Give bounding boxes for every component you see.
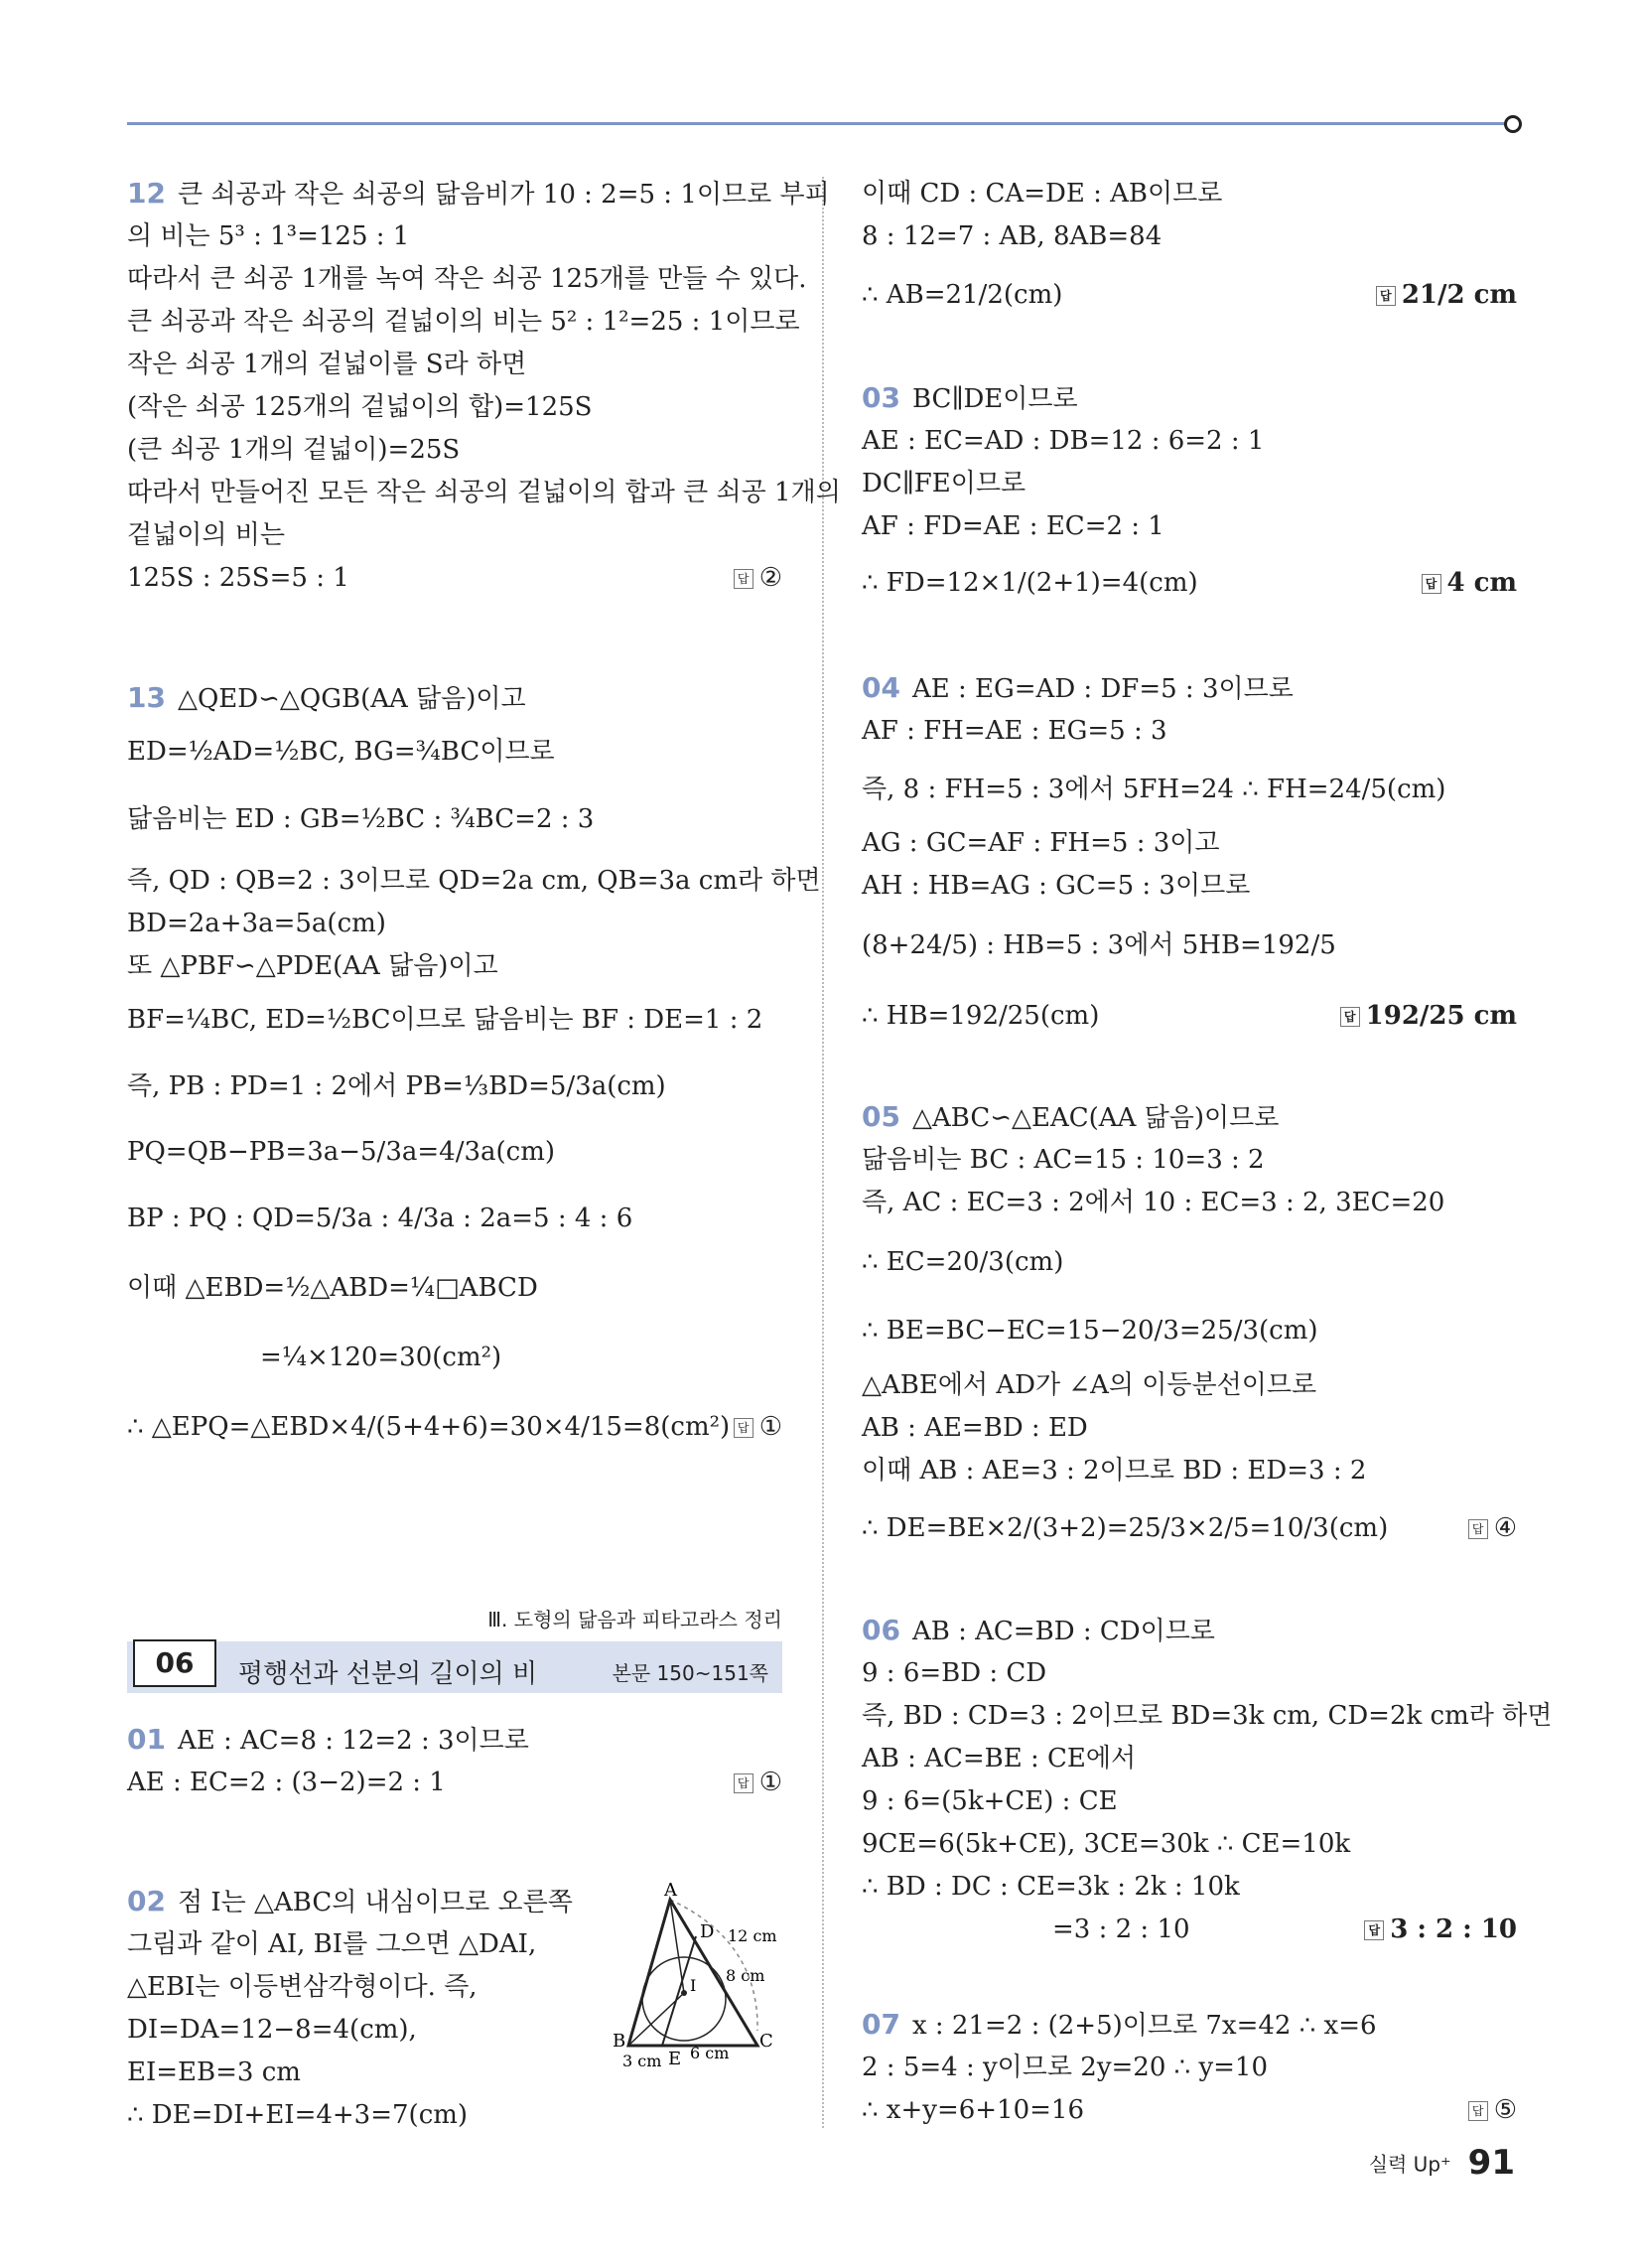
q06-line-0: 06 AB : AC=BD : CD이므로 (862, 1614, 1215, 1646)
answer-mark-icon: 답 (1422, 574, 1441, 594)
q02-line-0: 02 점 I는 △ABC의 내심이므로 오른쪽 (127, 1885, 573, 1917)
label-i: I (690, 1976, 697, 1995)
q02-answer: 답 21/2 cm (1376, 278, 1517, 312)
q13-line-1: ED=½AD=½BC, BG=¾BC이므로 (127, 737, 555, 767)
q01-answer: 답 ① (734, 1766, 782, 1799)
q03-line-2: DC∥FE이므로 (862, 469, 1026, 498)
answer-mark-icon: 답 (1376, 286, 1396, 306)
q05-line-2: 즉, AC : EC=3 : 2에서 10 : EC=3 : 2, 3EC=20 (862, 1188, 1445, 1217)
label-b: B (613, 2031, 626, 2052)
q12-line-4: 작은 쇠공 1개의 겉넓이를 S라 하면 (127, 350, 527, 379)
q03-line-0: 03 BC∥DE이므로 (862, 381, 1078, 414)
q03-answer: 답 4 cm (1422, 566, 1517, 600)
section-page-ref: 본문 150~151쪽 (612, 1661, 768, 1685)
q04-line-5: (8+24/5) : HB=5 : 3에서 5HB=192/5 (862, 930, 1336, 960)
q05-answer: 답 ④ (1468, 1511, 1517, 1545)
q04-line-1: AF : FH=AE : EG=5 : 3 (862, 716, 1167, 746)
q05-line-1: 닮음비는 BC : AC=15 : 10=3 : 2 (862, 1145, 1265, 1175)
answer-mark-icon: 답 (734, 569, 753, 589)
q13-answer: 답 ① (734, 1410, 782, 1444)
label-8cm: 8 cm (726, 1966, 765, 1985)
q12-line-7: 따라서 만들어진 모든 작은 쇠공의 겉넓이의 합과 큰 쇠공 1개의 (127, 478, 841, 507)
footer-label: 실력 Up⁺ (1368, 2152, 1451, 2177)
q13-line-7: 즉, PB : PD=1 : 2에서 PB=⅓BD=5/3a(cm) (127, 1071, 666, 1101)
q02c-line-0: 이때 CD : CA=DE : AB이므로 (862, 179, 1223, 209)
answer-mark-icon: 답 (1340, 1007, 1360, 1027)
q02-triangle-figure (611, 1882, 799, 2070)
q02c-line-1: 8 : 12=7 : AB, 8AB=84 (862, 221, 1163, 251)
q04-answer: 답 192/25 cm (1340, 999, 1517, 1033)
q05-line-7: 이때 AB : AE=3 : 2이므로 BD : ED=3 : 2 (862, 1456, 1367, 1486)
q07-line-0: 07 x : 21=2 : (2+5)이므로 7x=42 ∴ x=6 (862, 2008, 1377, 2041)
q04-line-3: AG : GC=AF : FH=5 : 3이고 (862, 828, 1220, 858)
q06-line-1: 9 : 6=BD : CD (862, 1658, 1047, 1688)
q06-line-7: =3 : 2 : 10 (1052, 1914, 1190, 1944)
q04-line-6: ∴ HB=192/25(cm) (862, 1001, 1100, 1031)
q02-line-1: 그림과 같이 AI, BI를 그으면 △DAI, (127, 1929, 537, 1959)
q05-line-0: 05 △ABC∽△EAC(AA 닮음)이므로 (862, 1100, 1280, 1133)
q13-line-9: BP : PQ : QD=5/3a : 4/3a : 2a=5 : 4 : 6 (127, 1204, 633, 1233)
column-divider (822, 177, 824, 2128)
label-12cm: 12 cm (728, 1926, 777, 1945)
label-6cm: 6 cm (690, 2044, 730, 2062)
answer-mark-icon: 답 (1364, 1920, 1384, 1940)
answer-mark-icon: 답 (734, 1773, 753, 1793)
page-number: 91 (1467, 2143, 1515, 2183)
label-e: E (668, 2049, 682, 2069)
page-footer (1369, 2143, 1515, 2183)
q12-line-1: 의 비는 5³ : 1³=125 : 1 (127, 221, 410, 251)
q07-line-2: ∴ x+y=6+10=16 (862, 2095, 1085, 2125)
label-a: A (664, 1882, 677, 1901)
q07-answer: 답 ⑤ (1468, 2093, 1517, 2127)
q02-line-2: △EBI는 이등변삼각형이다. 즉, (127, 1972, 478, 2002)
q03-line-3: AF : FD=AE : EC=2 : 1 (862, 511, 1164, 541)
q02-line-3: DI=DA=12−8=4(cm), (127, 2015, 417, 2045)
q04-line-0: 04 AE : EG=AD : DF=5 : 3이므로 (862, 671, 1294, 704)
q03-line-1: AE : EC=AD : DB=12 : 6=2 : 1 (862, 426, 1265, 456)
q12-line-8: 겉넓이의 비는 (127, 520, 285, 550)
q05-line-4: ∴ BE=BC−EC=15−20/3=25/3(cm) (862, 1316, 1318, 1346)
q12-line-3: 큰 쇠공과 작은 쇠공의 겉넓이의 비는 5² : 1²=25 : 1이므로 (127, 307, 800, 337)
q06-answer: 답 3 : 2 : 10 (1364, 1913, 1517, 1946)
q13-line-12: ∴ △EPQ=△EBD×4/(5+4+6)=30×4/15=8(cm²) (127, 1412, 731, 1442)
q04-line-4: AH : HB=AG : GC=5 : 3이므로 (862, 871, 1251, 901)
q05-line-6: AB : AE=BD : ED (862, 1413, 1088, 1443)
q03-line-4: ∴ FD=12×1/(2+1)=4(cm) (862, 568, 1198, 598)
q13-line-11: =¼×120=30(cm²) (260, 1343, 502, 1372)
q06-line-5: 9CE=6(5k+CE), 3CE=30k ∴ CE=10k (862, 1829, 1351, 1859)
q07-line-1: 2 : 5=4 : y이므로 2y=20 ∴ y=10 (862, 2053, 1269, 2082)
q04-line-2: 즉, 8 : FH=5 : 3에서 5FH=24 ∴ FH=24/5(cm) (862, 775, 1446, 804)
q02-line-4: EI=EB=3 cm (127, 2057, 301, 2087)
label-3cm: 3 cm (622, 2052, 662, 2070)
incircle (642, 1957, 726, 2041)
answer-mark-icon: 답 (734, 1418, 753, 1438)
header-rule (127, 122, 1513, 125)
q13-line-2: 닮음비는 ED : GB=½BC : ¾BC=2 : 3 (127, 804, 595, 834)
q02c-line-2: ∴ AB=21/2(cm) (862, 280, 1063, 310)
incenter-dot (681, 1990, 687, 1996)
answer-mark-icon: 답 (1468, 2101, 1488, 2121)
q12-line-2: 따라서 큰 쇠공 1개를 녹여 작은 쇠공 125개를 만들 수 있다. (127, 264, 807, 294)
answer-mark-icon: 답 (1468, 1519, 1488, 1539)
q12-line-5: (작은 쇠공 125개의 겉넓이의 합)=125S (127, 392, 593, 422)
q12-line-9: 125S : 25S=5 : 1 (127, 563, 349, 593)
q06-line-3: AB : AC=BE : CE에서 (862, 1744, 1137, 1773)
q02-line-5: ∴ DE=DI+EI=4+3=7(cm) (127, 2100, 469, 2130)
q05-line-8: ∴ DE=BE×2/(3+2)=25/3×2/5=10/3(cm) (862, 1513, 1389, 1543)
q01-line-0: 01 AE : AC=8 : 12=2 : 3이므로 (127, 1723, 529, 1756)
q06-line-4: 9 : 6=(5k+CE) : CE (862, 1786, 1118, 1816)
q13-line-0: 13 △QED∽△QGB(AA 닮음)이고 (127, 681, 526, 714)
q05-line-5: △ABE에서 AD가 ∠A의 이등분선이므로 (862, 1370, 1317, 1400)
q13-line-4: BD=2a+3a=5a(cm) (127, 909, 386, 938)
header-dot (1504, 115, 1522, 133)
q13-line-8: PQ=QB−PB=3a−5/3a=4/3a(cm) (127, 1137, 555, 1167)
q13-line-5: 또 △PBF∽△PDE(AA 닮음)이고 (127, 951, 498, 981)
label-c: C (759, 2031, 773, 2052)
label-d: D (700, 1921, 715, 1942)
q13-line-6: BF=¼BC, ED=½BC이므로 닮음비는 BF : DE=1 : 2 (127, 1005, 763, 1035)
q01-line-1: AE : EC=2 : (3−2)=2 : 1 (127, 1768, 446, 1797)
section-title: 평행선과 선분의 길이의 비 (238, 1659, 538, 1689)
q12-line-0: 12 큰 쇠공과 작은 쇠공의 닮음비가 10 : 2=5 : 1이므로 부피 (127, 177, 830, 210)
section-breadcrumb: Ⅲ. 도형의 닮음과 피타고라스 정리 (487, 1608, 782, 1631)
q12-answer: 답 ② (734, 561, 782, 595)
q13-line-3: 즉, QD : QB=2 : 3이므로 QD=2a cm, QB=3a cm라 하면 (127, 866, 821, 896)
q13-line-10: 이때 △EBD=½△ABD=¼□ABCD (127, 1273, 538, 1303)
section-number: 06 (133, 1639, 216, 1687)
q06-line-6: ∴ BD : DC : CE=3k : 2k : 10k (862, 1872, 1240, 1902)
q05-line-3: ∴ EC=20/3(cm) (862, 1247, 1064, 1277)
q12-line-6: (큰 쇠공 1개의 겉넓이)=25S (127, 435, 461, 465)
q06-line-2: 즉, BD : CD=3 : 2이므로 BD=3k cm, CD=2k cm라 하면 (862, 1701, 1553, 1731)
